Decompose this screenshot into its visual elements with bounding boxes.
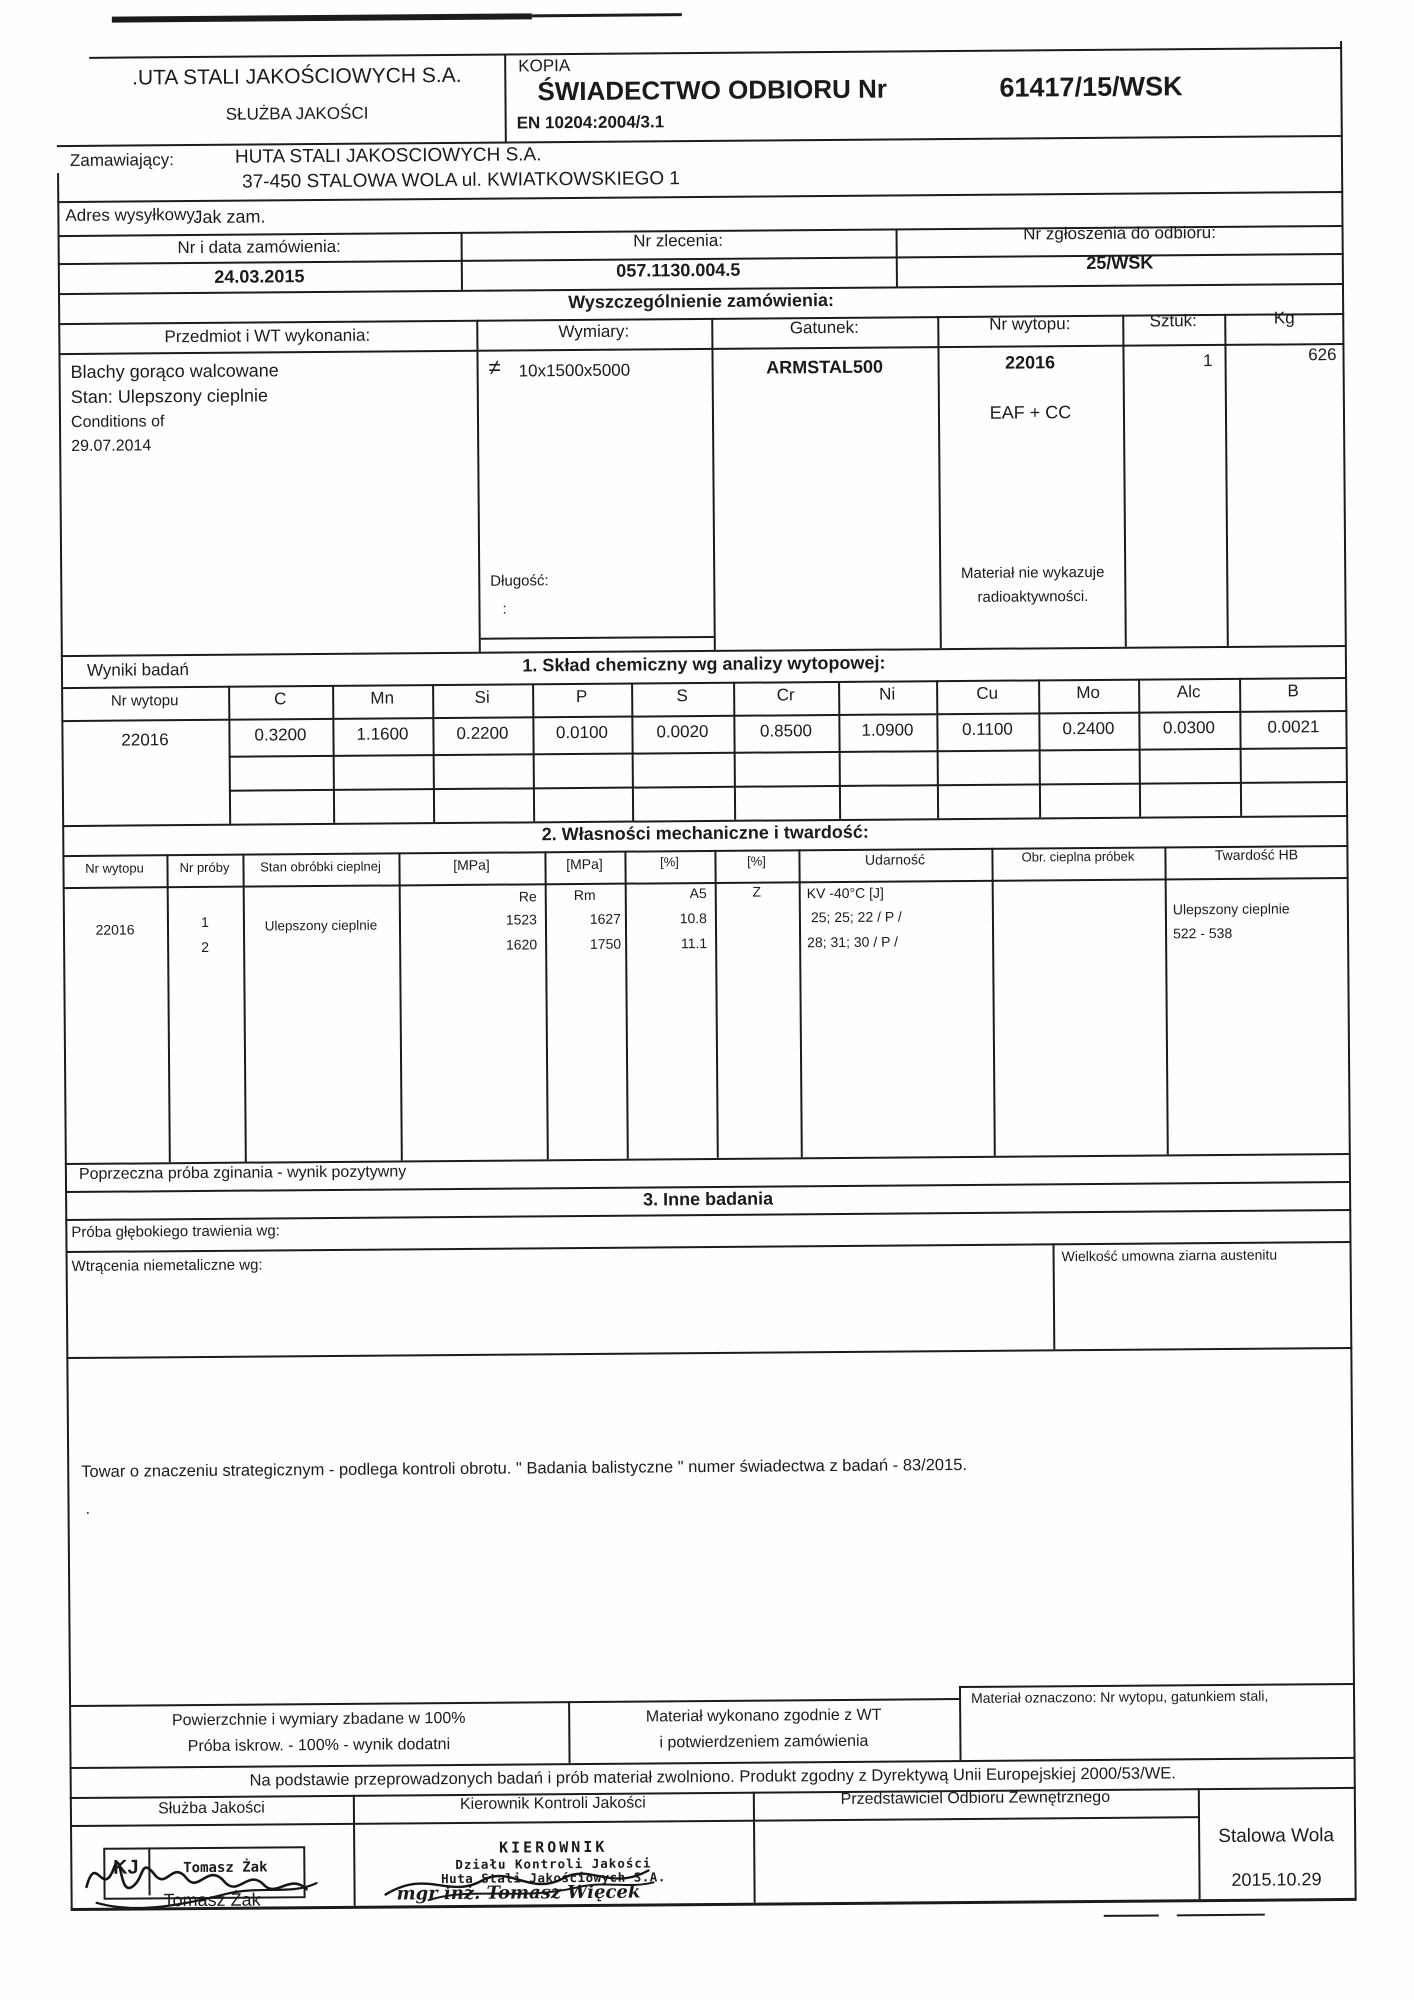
mech-col-header: [MPa] bbox=[453, 856, 490, 873]
item-condition: Stan: Ulepszony cieplnie bbox=[70, 385, 269, 407]
order-number-label: Nr i data zamówienia: bbox=[177, 236, 341, 258]
chem-value: 0.0300 bbox=[1162, 718, 1216, 738]
treatment-state: Ulepszony cieplnie bbox=[264, 917, 378, 934]
thickness-symbol: ≠ bbox=[488, 354, 501, 380]
chem-value: 1.0900 bbox=[861, 720, 914, 740]
chem-value: 0.0021 bbox=[1267, 717, 1320, 737]
standard-reference: EN 10204:2004/3.1 bbox=[516, 112, 665, 133]
results-label: Wyniki badań bbox=[86, 660, 189, 680]
sample-number: 2 bbox=[201, 938, 210, 955]
austenite-grain-label: Wielkość umowna ziarna austenitu bbox=[1061, 1246, 1278, 1265]
process-route-value: EAF + CC bbox=[989, 402, 1072, 423]
mech-col-header: [%] bbox=[660, 854, 679, 870]
printed-name-manager: mgr inż. Tomasz Więcek bbox=[396, 1881, 641, 1905]
mech-heat-value: 22016 bbox=[95, 921, 135, 938]
chem-value: 1.1600 bbox=[356, 724, 409, 744]
chemistry-section-title: 1. Skład chemiczny wg analizy wytopowej: bbox=[522, 652, 886, 676]
length-colon: : bbox=[502, 600, 507, 618]
surface-inspection-note: Powierzchnie i wymiary zbadane w 100% bbox=[171, 1709, 466, 1730]
item-conditions-note: Conditions of bbox=[70, 413, 165, 431]
rule bbox=[242, 854, 246, 1162]
rule bbox=[991, 848, 995, 1156]
spec-col-pieces: Sztuk: bbox=[1149, 311, 1197, 331]
impact-sub-header: KV -40°C [J] bbox=[806, 884, 884, 902]
rule bbox=[798, 849, 802, 1157]
doc-left-border bbox=[57, 173, 73, 1910]
rule bbox=[65, 1153, 1351, 1165]
mech-col-header: Nr wytopu bbox=[85, 860, 144, 876]
conformity-note: Materiał wykonano zgodnie z WT bbox=[645, 1706, 882, 1726]
chem-element-header: Si bbox=[474, 687, 490, 707]
stamp-initials: KJ bbox=[112, 1856, 139, 1879]
chem-value: 0.2400 bbox=[1062, 718, 1115, 739]
rule bbox=[70, 1816, 1200, 1827]
place-value: Stalowa Wola bbox=[1218, 1825, 1335, 1848]
rule bbox=[1164, 846, 1168, 1154]
mech-col-header: Twardość HB bbox=[1214, 846, 1299, 864]
chem-value: 0.8500 bbox=[759, 721, 813, 741]
mech-col-header: Obr. cieplna próbek bbox=[1021, 848, 1135, 865]
spec-col-item: Przedmiot i WT wykonania: bbox=[164, 325, 371, 347]
mech-col-header: Stan obróbki cieplnej bbox=[260, 858, 381, 875]
strategic-goods-note: Towar o znaczeniu strategicznym - podlega kontroli obrotu. " Badania balistyczne " numer świadectwa z badań - 83/2015. bbox=[81, 1455, 968, 1481]
item-conditions-date: 29.07.2014 bbox=[71, 437, 152, 455]
rule bbox=[476, 320, 481, 652]
job-number-value: 057.1130.004.5 bbox=[616, 259, 741, 281]
mech-col-header: [%] bbox=[747, 853, 766, 869]
scan-artifact bbox=[1104, 1914, 1159, 1916]
rule bbox=[481, 636, 714, 640]
sig-header-external: Przedstawiciel Odbioru Zewnętrznego bbox=[840, 1788, 1111, 1808]
mech-col-header: Nr próby bbox=[179, 859, 230, 876]
stamp-name: Tomasz Żak bbox=[183, 1859, 268, 1877]
chem-element-header: Cr bbox=[776, 685, 795, 705]
spec-col-dimensions: Wymiary: bbox=[558, 321, 630, 342]
chem-heat-value: 22016 bbox=[121, 730, 169, 750]
inclusions-label: Wtrącenia niemetaliczne wg: bbox=[71, 1256, 263, 1276]
issuer-department: SŁUŻBA JAKOŚCI bbox=[225, 103, 369, 124]
customer-label: Zamawiający: bbox=[69, 150, 174, 170]
mech-col-header: Udarność bbox=[864, 851, 925, 868]
heat-number-value: 22016 bbox=[1004, 352, 1056, 373]
grade-value: ARMSTAL500 bbox=[766, 356, 884, 378]
impact-values: 28; 31; 30 / P / bbox=[807, 933, 898, 951]
chem-element-header: Mn bbox=[370, 688, 395, 708]
acceptance-notice-value: 25/WSK bbox=[1086, 252, 1154, 274]
rule bbox=[229, 747, 1348, 758]
order-number-value: 24.03.2015 bbox=[214, 266, 305, 287]
chem-element-header: P bbox=[575, 686, 588, 707]
rm-value: 1750 bbox=[589, 935, 622, 952]
rule bbox=[504, 54, 507, 144]
spec-section-title: Wyszczególnienie zamówienia: bbox=[568, 289, 835, 313]
etch-test-label: Próba głębokiego trawienia wg: bbox=[71, 1222, 280, 1242]
pieces-value: 1 bbox=[1203, 351, 1213, 371]
customer-address: 37-450 STALOWA WOLA ul. KWIATKOWSKIEGO 1 bbox=[242, 168, 681, 193]
spec-col-kg: Kg bbox=[1273, 308, 1295, 328]
chem-element-header: S bbox=[676, 686, 688, 706]
hardness-state: Ulepszony cieplnie bbox=[1172, 900, 1290, 918]
chem-element-header: Mo bbox=[1076, 682, 1101, 703]
rule bbox=[69, 1698, 959, 1707]
a5-value: 10.8 bbox=[679, 910, 707, 927]
other-tests-title: 3. Inne badania bbox=[643, 1188, 774, 1210]
spec-col-heat: Nr wytopu: bbox=[989, 314, 1071, 334]
chem-heat-header: Nr wytopu bbox=[110, 692, 179, 710]
z-sub-header: Z bbox=[752, 883, 762, 900]
manager-stamp-title: KIEROWNIK bbox=[499, 1837, 608, 1857]
acceptance-notice-label: Nr zgłoszenia do odbioru: bbox=[1023, 222, 1217, 244]
spark-test-note: Próba iskrow. - 100% - wynik dodatni bbox=[187, 1736, 451, 1756]
a5-value: 11.1 bbox=[680, 935, 708, 952]
rule bbox=[65, 1209, 1351, 1221]
rm-value: 1627 bbox=[589, 910, 621, 927]
customer-name: HUTA STALI JAKOSCIOWYCH S.A. bbox=[234, 144, 542, 168]
manager-stamp-dept: Działu Kontroli Jakości bbox=[455, 1855, 652, 1873]
date-value: 2015.10.29 bbox=[1231, 1869, 1322, 1890]
sample-number: 1 bbox=[200, 913, 209, 930]
chem-element-header: C bbox=[273, 689, 287, 709]
chem-value: 0.2200 bbox=[456, 723, 509, 743]
shipping-label: Adres wysyłkowy: bbox=[65, 204, 200, 226]
a5-sub-header: A5 bbox=[689, 885, 707, 902]
chem-value: 0.0100 bbox=[555, 722, 609, 743]
certificate-number: 61417/15/WSK bbox=[999, 71, 1183, 103]
top-rule bbox=[532, 13, 682, 17]
re-sub-header: Re bbox=[518, 888, 537, 905]
copy-label: KOPIA bbox=[518, 56, 571, 76]
hardness-value: 522 - 538 bbox=[1172, 924, 1233, 942]
release-statement: Na podstawie przeprowadzonych badań i prób materiał zwolniono. Produkt zgodny z Dyrektywą Unii Europejskiej 2000/53/WE. bbox=[249, 1764, 1176, 1790]
dimensions-value: 10x1500x5000 bbox=[518, 360, 631, 381]
impact-values: 25; 25; 22 / P / bbox=[810, 908, 902, 926]
sig-header-qc-manager: Kierownik Kontroli Jakości bbox=[459, 1794, 646, 1813]
rule bbox=[89, 47, 1342, 59]
job-number-label: Nr zlecenia: bbox=[633, 230, 724, 251]
radioactivity-note: Materiał nie wykazuje bbox=[960, 563, 1105, 582]
sig-header-quality: Służba Jakości bbox=[157, 1799, 265, 1818]
chem-element-header: Ni bbox=[879, 684, 896, 704]
manager-stamp-company: Huta Stali Jakościowych S.A. bbox=[441, 1869, 666, 1887]
scan-artifact bbox=[1177, 1914, 1265, 1917]
printed-name-quality: Tomasz Żak bbox=[163, 1889, 261, 1911]
marking-note: Materiał oznaczono: Nr wytopu, gatunkiem stali, bbox=[970, 1687, 1269, 1706]
radioactivity-note: radioaktywności. bbox=[977, 587, 1089, 606]
re-value: 1620 bbox=[505, 936, 538, 953]
top-rule bbox=[112, 13, 532, 22]
conformity-note: i potwierdzeniem zamówienia bbox=[659, 1732, 869, 1752]
rule bbox=[959, 1683, 1355, 1688]
chem-element-header: Cu bbox=[976, 683, 999, 703]
issuer-name: .UTA STALI JAKOŚCIOWYCH S.A. bbox=[131, 63, 462, 90]
chem-value: 0.0020 bbox=[656, 721, 709, 742]
shipping-value: Jak zam. bbox=[193, 206, 266, 228]
length-label: Długość: bbox=[490, 572, 549, 590]
rule bbox=[57, 135, 1343, 147]
re-value: 1523 bbox=[505, 911, 537, 928]
chem-element-header: B bbox=[1287, 681, 1299, 701]
spec-col-grade: Gatunek: bbox=[789, 317, 859, 338]
mech-col-header: [MPa] bbox=[566, 855, 603, 873]
bend-test-note: Poprzeczna próba zginania - wynik pozytywny bbox=[78, 1163, 407, 1183]
rule bbox=[229, 781, 1348, 792]
item-description: Blachy gorąco walcowane bbox=[70, 360, 279, 382]
rule bbox=[166, 854, 170, 1162]
mechanical-section-title: 2. Własności mechaniczne i twardość: bbox=[541, 821, 869, 845]
chem-value: 0.1100 bbox=[962, 719, 1013, 739]
doc-title: ŚWIADECTWO ODBIORU Nr bbox=[537, 73, 888, 107]
rule bbox=[1052, 1243, 1055, 1349]
chem-value: 0.3200 bbox=[254, 725, 307, 745]
rm-sub-header: Rm bbox=[573, 886, 596, 904]
chem-element-header: Alc bbox=[1176, 682, 1201, 702]
kg-value: 626 bbox=[1308, 345, 1337, 365]
stray-mark: . bbox=[85, 1500, 91, 1518]
rule bbox=[66, 1347, 1352, 1359]
